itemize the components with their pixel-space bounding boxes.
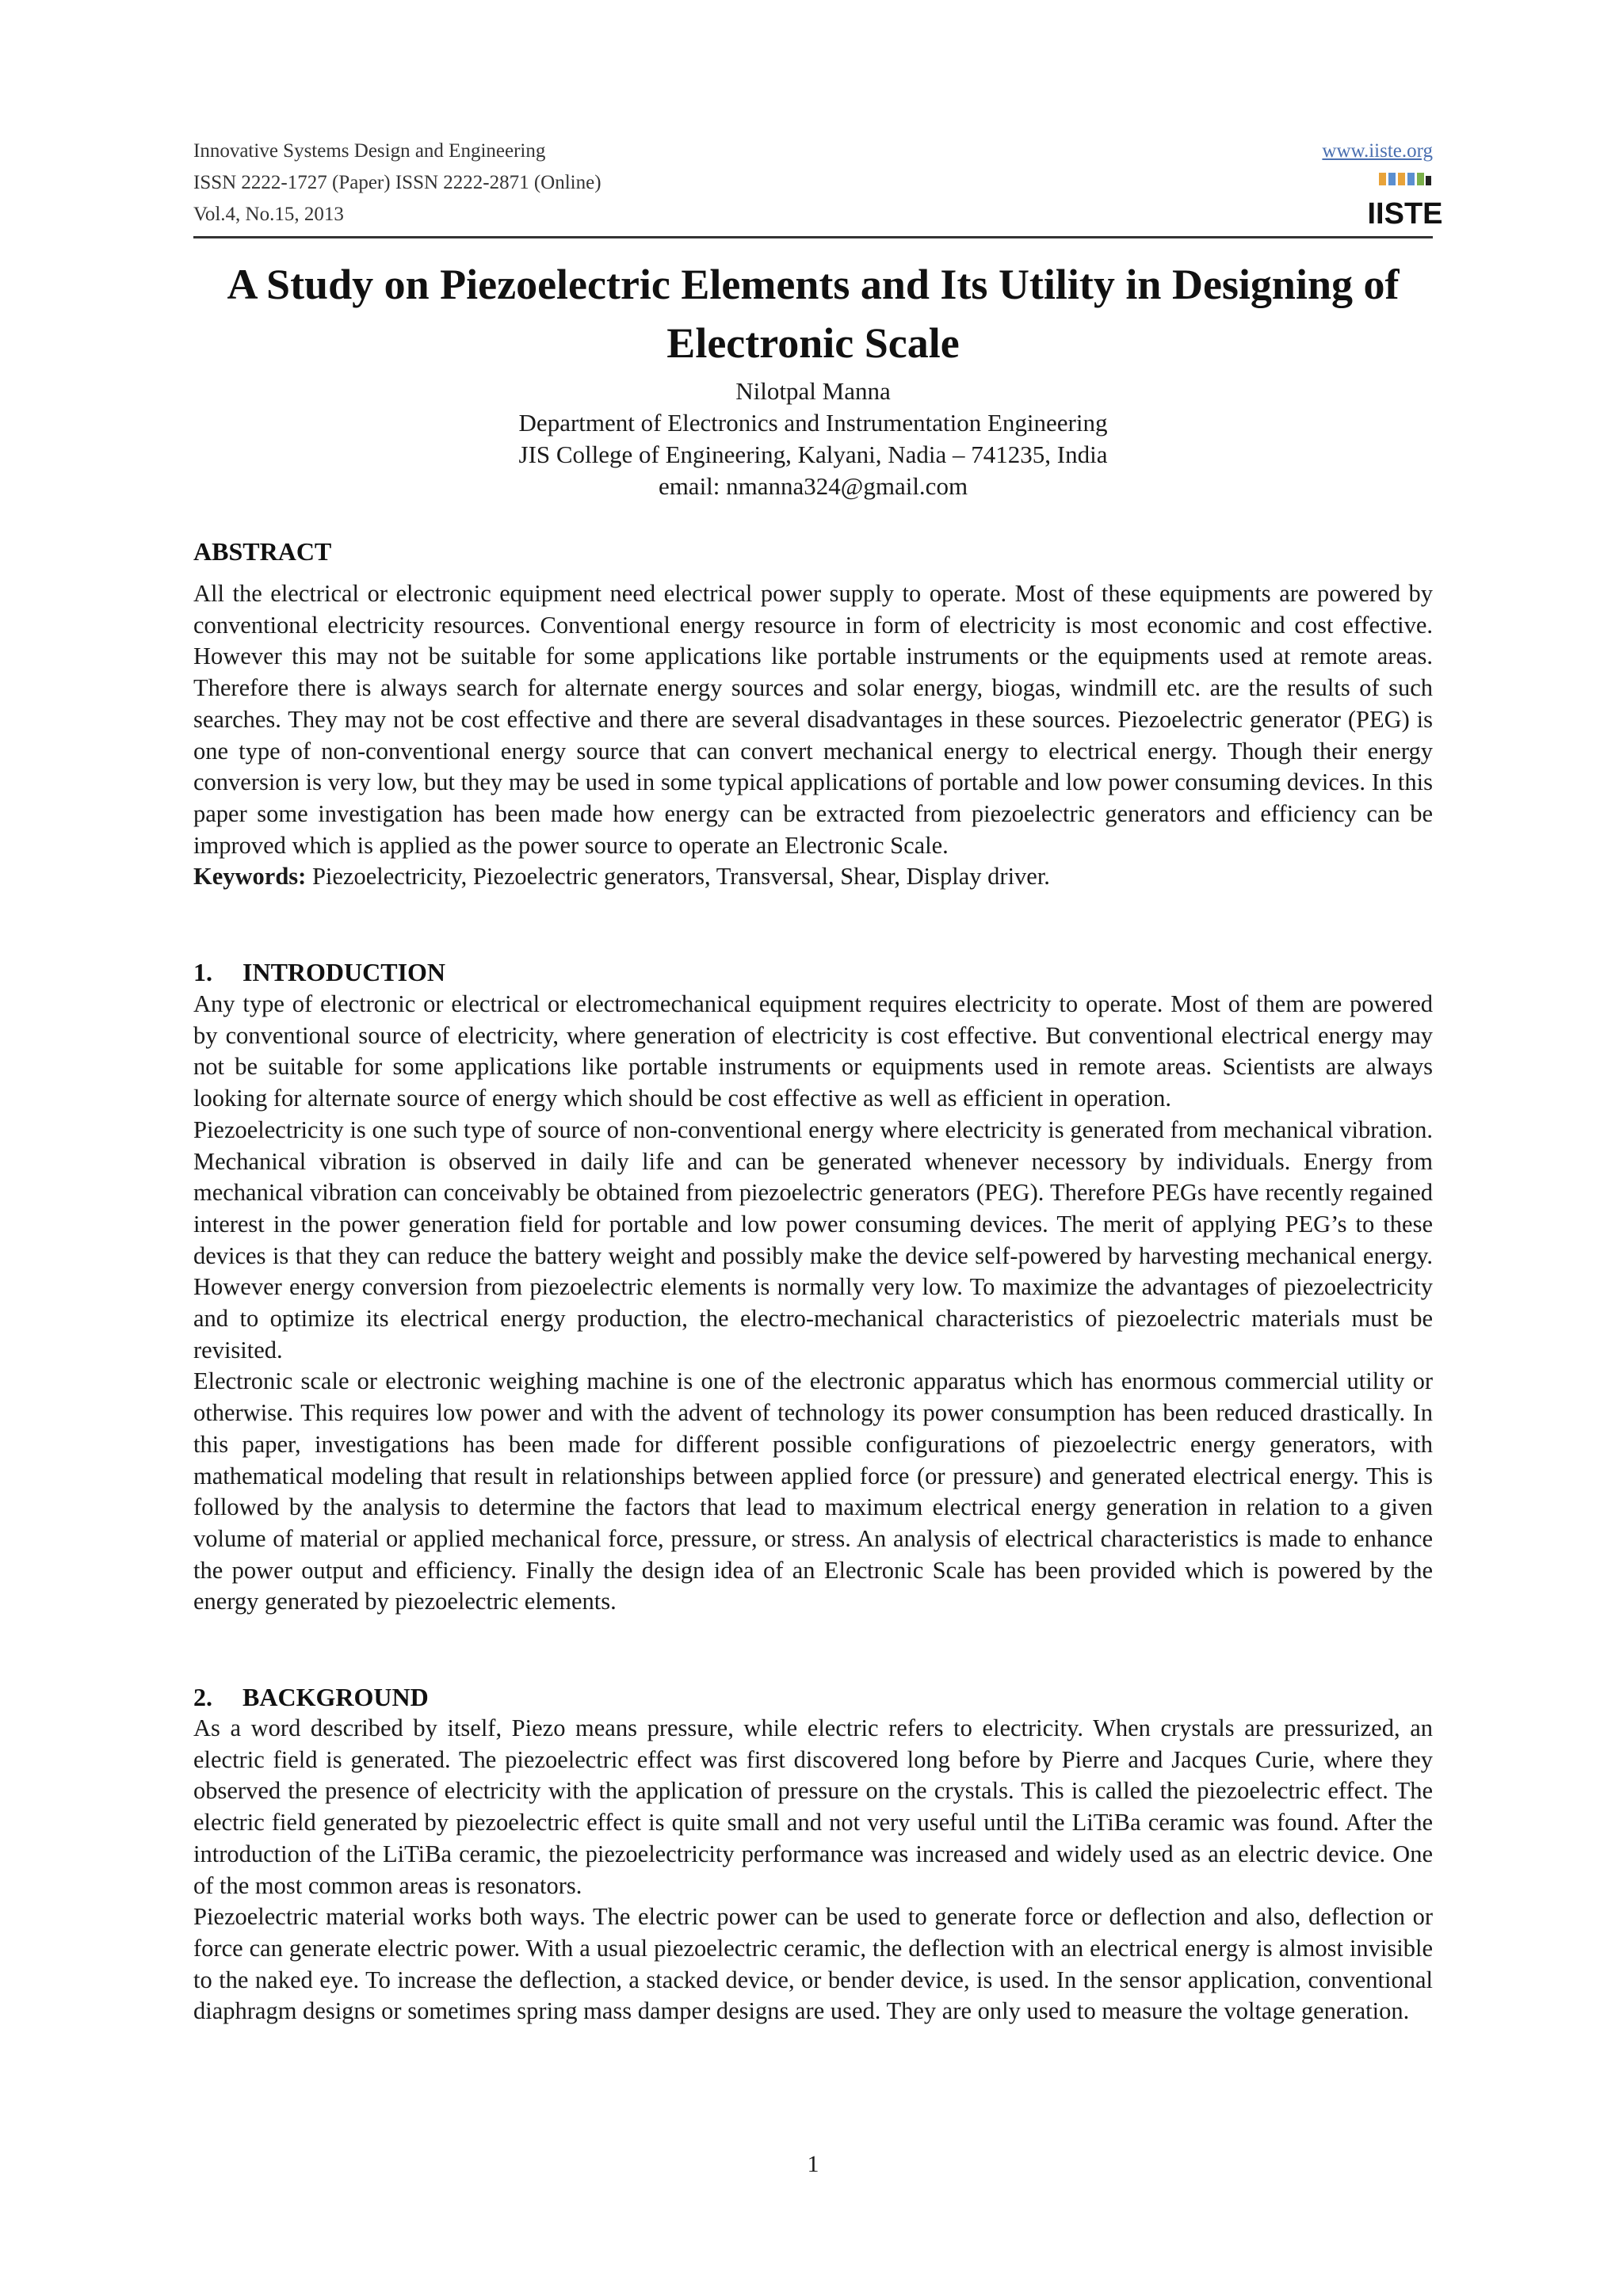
page-number: 1 — [807, 2151, 819, 2177]
svg-text:IISTE: IISTE — [1367, 197, 1443, 231]
journal-header — [193, 135, 1443, 238]
section-number: 2. — [193, 1683, 212, 1711]
journal-issn: ISSN 2222-1727 (Paper) ISSN 2222-2871 (Online) — [193, 172, 601, 193]
paper-title: A Study on Piezoelectric Elements and Its Utility in Designing of Electronic Scale — [227, 261, 1400, 367]
author-institution: JIS College of Engineering, Kalyani, Nadia – 741235, India — [518, 441, 1108, 468]
section-body-introduction — [193, 989, 1433, 1618]
section-heading-introduction — [193, 956, 445, 988]
iiste-logo — [1367, 171, 1443, 231]
paragraph: Any type of electronic or electrical or electromechanical equipment requires electricity to operate. Most of them are powered by conventional source of electricity, where generation of electricity is cost effective. But conventional electrical energy may not be suitable for some applications like portable instruments or equipments used in remote areas. Scientists are always looking for alternate source of energy which should be cost effective as well as efficient in operation. — [193, 990, 1433, 1112]
paragraph: Piezoelectric material works both ways. The electric power can be used to generate force or deflection and also, deflection or force can generate electric power. With a usual piezoelectric ceramic, the deflection with an electrical energy is almost invisible to the naked eye. To increase the deflection, a stacked device, or bender device, is used. In the sensor application, conventional diaphragm designs or sometimes spring mass damper designs are used. They are only used to measure the voltage generation. — [193, 1903, 1433, 2025]
paragraph: As a word described by itself, Piezo means pressure, while electric refers to electricity. When crystals are pressurized, an electric field is generated. The piezoelectric effect was first discovered long before by Pierre and Jacques Curie, where they observed the presence of electricity with the application of pressure on the crystals. This is called the piezoelectric effect. The electric field generated by piezoelectric effect is quite small and not very useful until the LiTiBa ceramic was found. After the introduction of the LiTiBa ceramic, the piezoelectricity performance was increased and widely used as an electric device. One of the most common areas is resonators. — [193, 1714, 1433, 1899]
journal-volume: Vol.4, No.15, 2013 — [193, 204, 344, 225]
author-block — [193, 376, 1433, 502]
author-department: Department of Electronics and Instrumentation Engineering — [518, 409, 1108, 437]
journal-url-link[interactable]: www.iiste.org — [1322, 140, 1433, 162]
keywords-label: Keywords: — [193, 863, 307, 891]
paragraph: Electronic scale or electronic weighing machine is one of the electronic apparatus which has enormous commercial utility or otherwise. This requires low power and with the advent of technology its power consumption has been reduced drastically. In this paper, investigations has been made for different possible configurations of piezoelectric energy generators, with mathematical modeling that result in relationships between applied force (or pressure) and generated electrical energy. This is followed by the analysis to determine the factors that lead to maximum electrical energy generation in relation to a given volume of material or applied mechanical force, pressure, or stress. An analysis of electrical characteristics is made to enhance the power output and efficiency. Finally the design idea of an Electronic Scale has been provided which is powered by the energy generated by piezoelectric elements. — [193, 1367, 1433, 1615]
section-heading-background — [193, 1681, 429, 1713]
journal-name: Innovative Systems Design and Engineering — [193, 140, 546, 162]
abstract-heading: ABSTRACT — [193, 537, 332, 566]
section-title: BACKGROUND — [242, 1683, 429, 1711]
section-body-background — [193, 1713, 1433, 2027]
section-title: INTRODUCTION — [242, 958, 446, 986]
paragraph: Piezoelectricity is one such type of source of non-conventional energy where electricity is generated from mechanical vibration. Mechanical vibration is observed in daily life and can be generated whenever necessory by individuals. Energy from mechanical vibration can conceivably be obtained from piezoelectric generators (PEG). Therefore PEGs have recently regained interest in the power generation field for portable and low power consuming devices. The merit of applying PEG’s to these devices is that they can reduce the battery weight and possibly make the device self-powered by harvesting mechanical energy. However energy conversion from piezoelectric elements is normally very low. To maximize the advantages of piezoelectricity and to optimize its electrical energy production, the electro-mechanical characteristics of piezoelectric materials must be revisited. — [193, 1116, 1433, 1363]
abstract-body — [193, 578, 1433, 893]
section-number: 1. — [193, 958, 212, 986]
keywords-text: Piezoelectricity, Piezoelectric generators, Transversal, Shear, Display driver. — [311, 863, 1050, 891]
header-rule — [193, 236, 1433, 238]
keywords-line — [193, 861, 1433, 893]
author-email: email: nmanna324@gmail.com — [658, 472, 968, 500]
abstract-text: All the electrical or electronic equipment need electrical power supply to operate. Most of these equipments are powered by conventional electricity resources. Conventional energy resource in form of electricity is most economic and cost effective. However this may not be suitable for some applications like portable instruments or the equipments used at remote areas. Therefore there is always search for alternate energy sources and solar energy, biogas, windmill etc. are the results of such searches. They may not be cost effective and there are several disadvantages in these sources. Piezoelectric generator (PEG) is one type of non-conventional energy source that can convert mechanical energy to electrical energy. Though their energy conversion is very low, but they may be used in some typical applications of portable and low power consuming devices. In this paper some investigation has been made how energy can be extracted from piezoelectric generators and efficiency can be improved which is applied as the power source to operate an Electronic Scale. — [193, 580, 1433, 859]
paper-page — [193, 0, 1443, 2296]
author-name: Nilotpal Manna — [735, 377, 891, 405]
